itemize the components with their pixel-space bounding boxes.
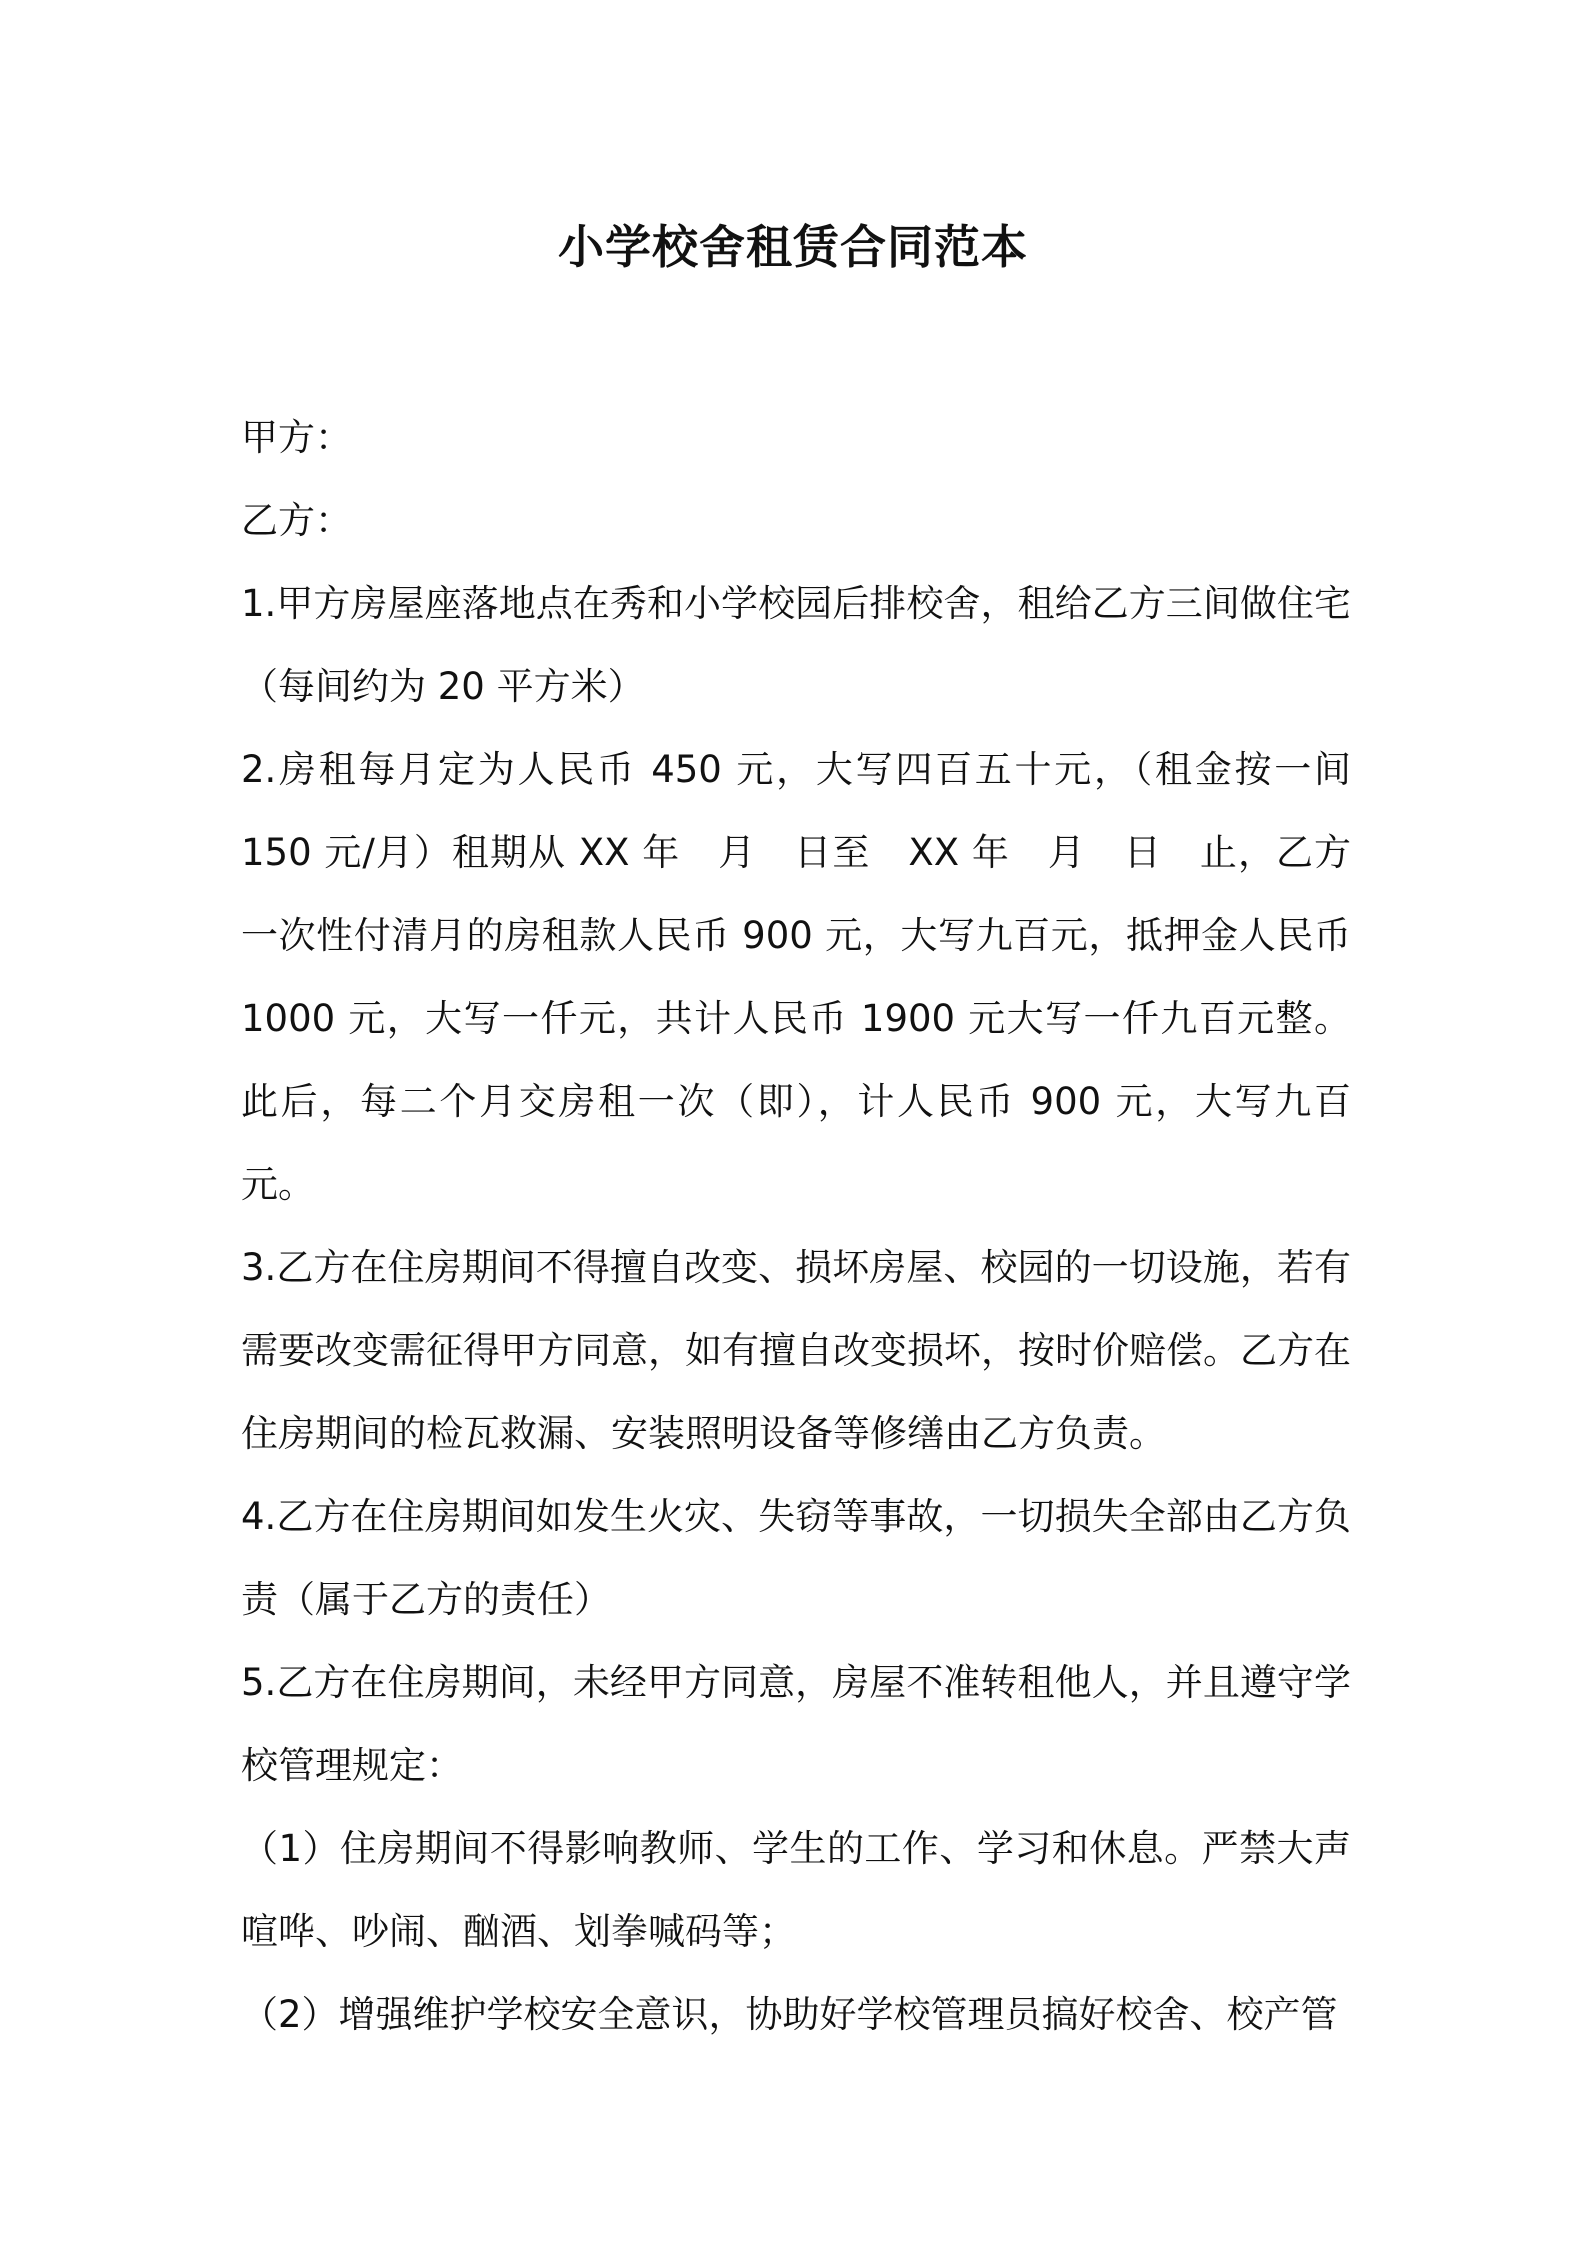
clause-5-item-2: （2）增强维护学校安全意识，协助好学校管理员搞好校舍、校产管 [241, 1993, 1338, 2036]
clause-5-item-1: （1）住房期间不得影响教师、学生的工作、学习和休息。严禁大声喧哗、吵闹、酗酒、划拳喊码等； [241, 1827, 1351, 1953]
clause-5: 5.乙方在住房期间，未经甲方同意，房屋不准转租他人，并且遵守学校管理规定： [241, 1661, 1351, 1787]
clause-2: 2.房租每月定为人民币 450 元，大写四百五十元，（租金按一间 150 元/月）租期从 XX 年 月 日至 XX 年 月 日 止，乙方一次性付清月的房租款人民币 900 元，大写九百元，抵押金人民币 1000 元，大写一仟元，共计人民币 1900 元大写一仟九百元整。此后，每二个月交房租一次（即），计人民币 900 元，大写九百元。 [241, 748, 1351, 1206]
document-title: 小学校舍租赁合同范本 [558, 220, 1028, 274]
clause-4: 4.乙方在住房期间如发生火灾、失窃等事故，一切损失全部由乙方负责（属于乙方的责任） [241, 1495, 1351, 1621]
party-a-line: 甲方： [241, 416, 352, 459]
clause-1: 1.甲方房屋座落地点在秀和小学校园后排校舍，租给乙方三间做住宅（每间约为 20 平方米） [241, 582, 1351, 708]
document-body [241, 396, 1351, 2056]
clause-3: 3.乙方在住房期间不得擅自改变、损坏房屋、校园的一切设施，若有需要改变需征得甲方同意，如有擅自改变损坏，按时价赔偿。乙方在住房期间的检瓦救漏、安装照明设备等修缮由乙方负责。 [241, 1246, 1351, 1455]
party-b-line: 乙方： [241, 499, 352, 542]
